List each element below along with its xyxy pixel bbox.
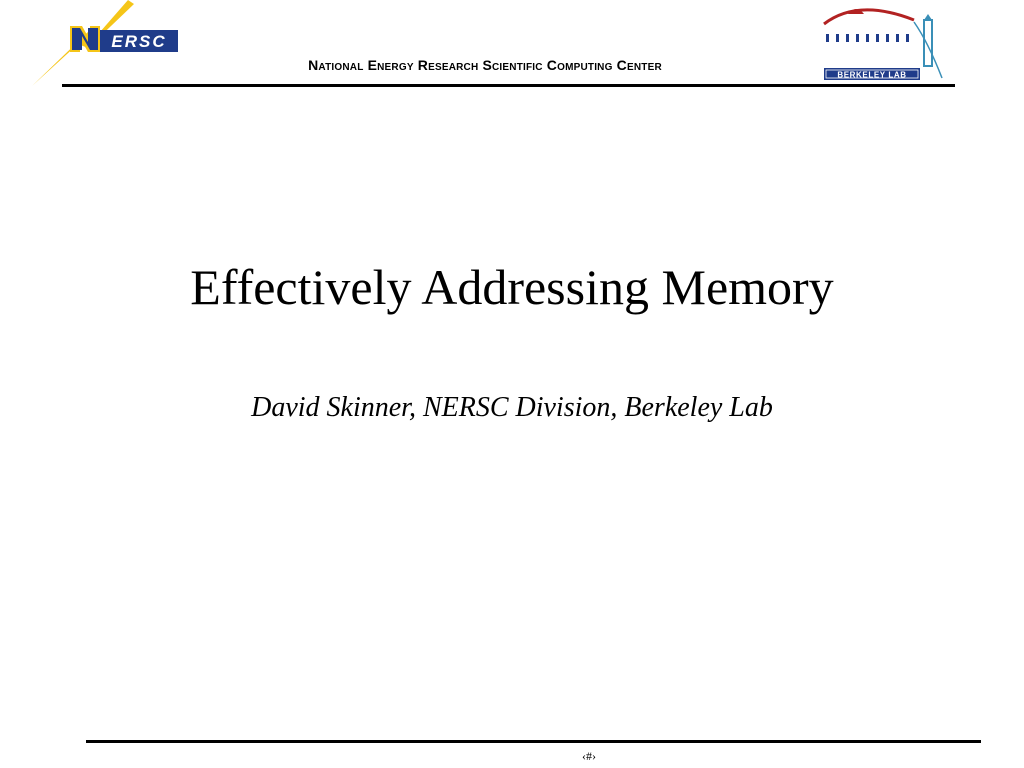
slide-number: ‹#›: [582, 749, 596, 763]
header-title-text: National Energy Research Scientific Computing Center: [308, 57, 662, 73]
slide-title: Effectively Addressing Memory: [190, 259, 834, 315]
nersc-logo: [30, 0, 190, 92]
berkeley-lab-logo: [818, 2, 948, 82]
svg-text:ERSC: ERSC: [111, 32, 167, 51]
arch-icon: [824, 10, 914, 24]
slide-subtitle: David Skinner, NERSC Division, Berkeley Lab: [251, 392, 773, 423]
footer-divider: [86, 740, 981, 743]
svg-text:BERKELEY LAB: BERKELEY LAB: [837, 70, 907, 80]
header-divider: [62, 84, 955, 87]
columns-icon: [826, 34, 909, 42]
